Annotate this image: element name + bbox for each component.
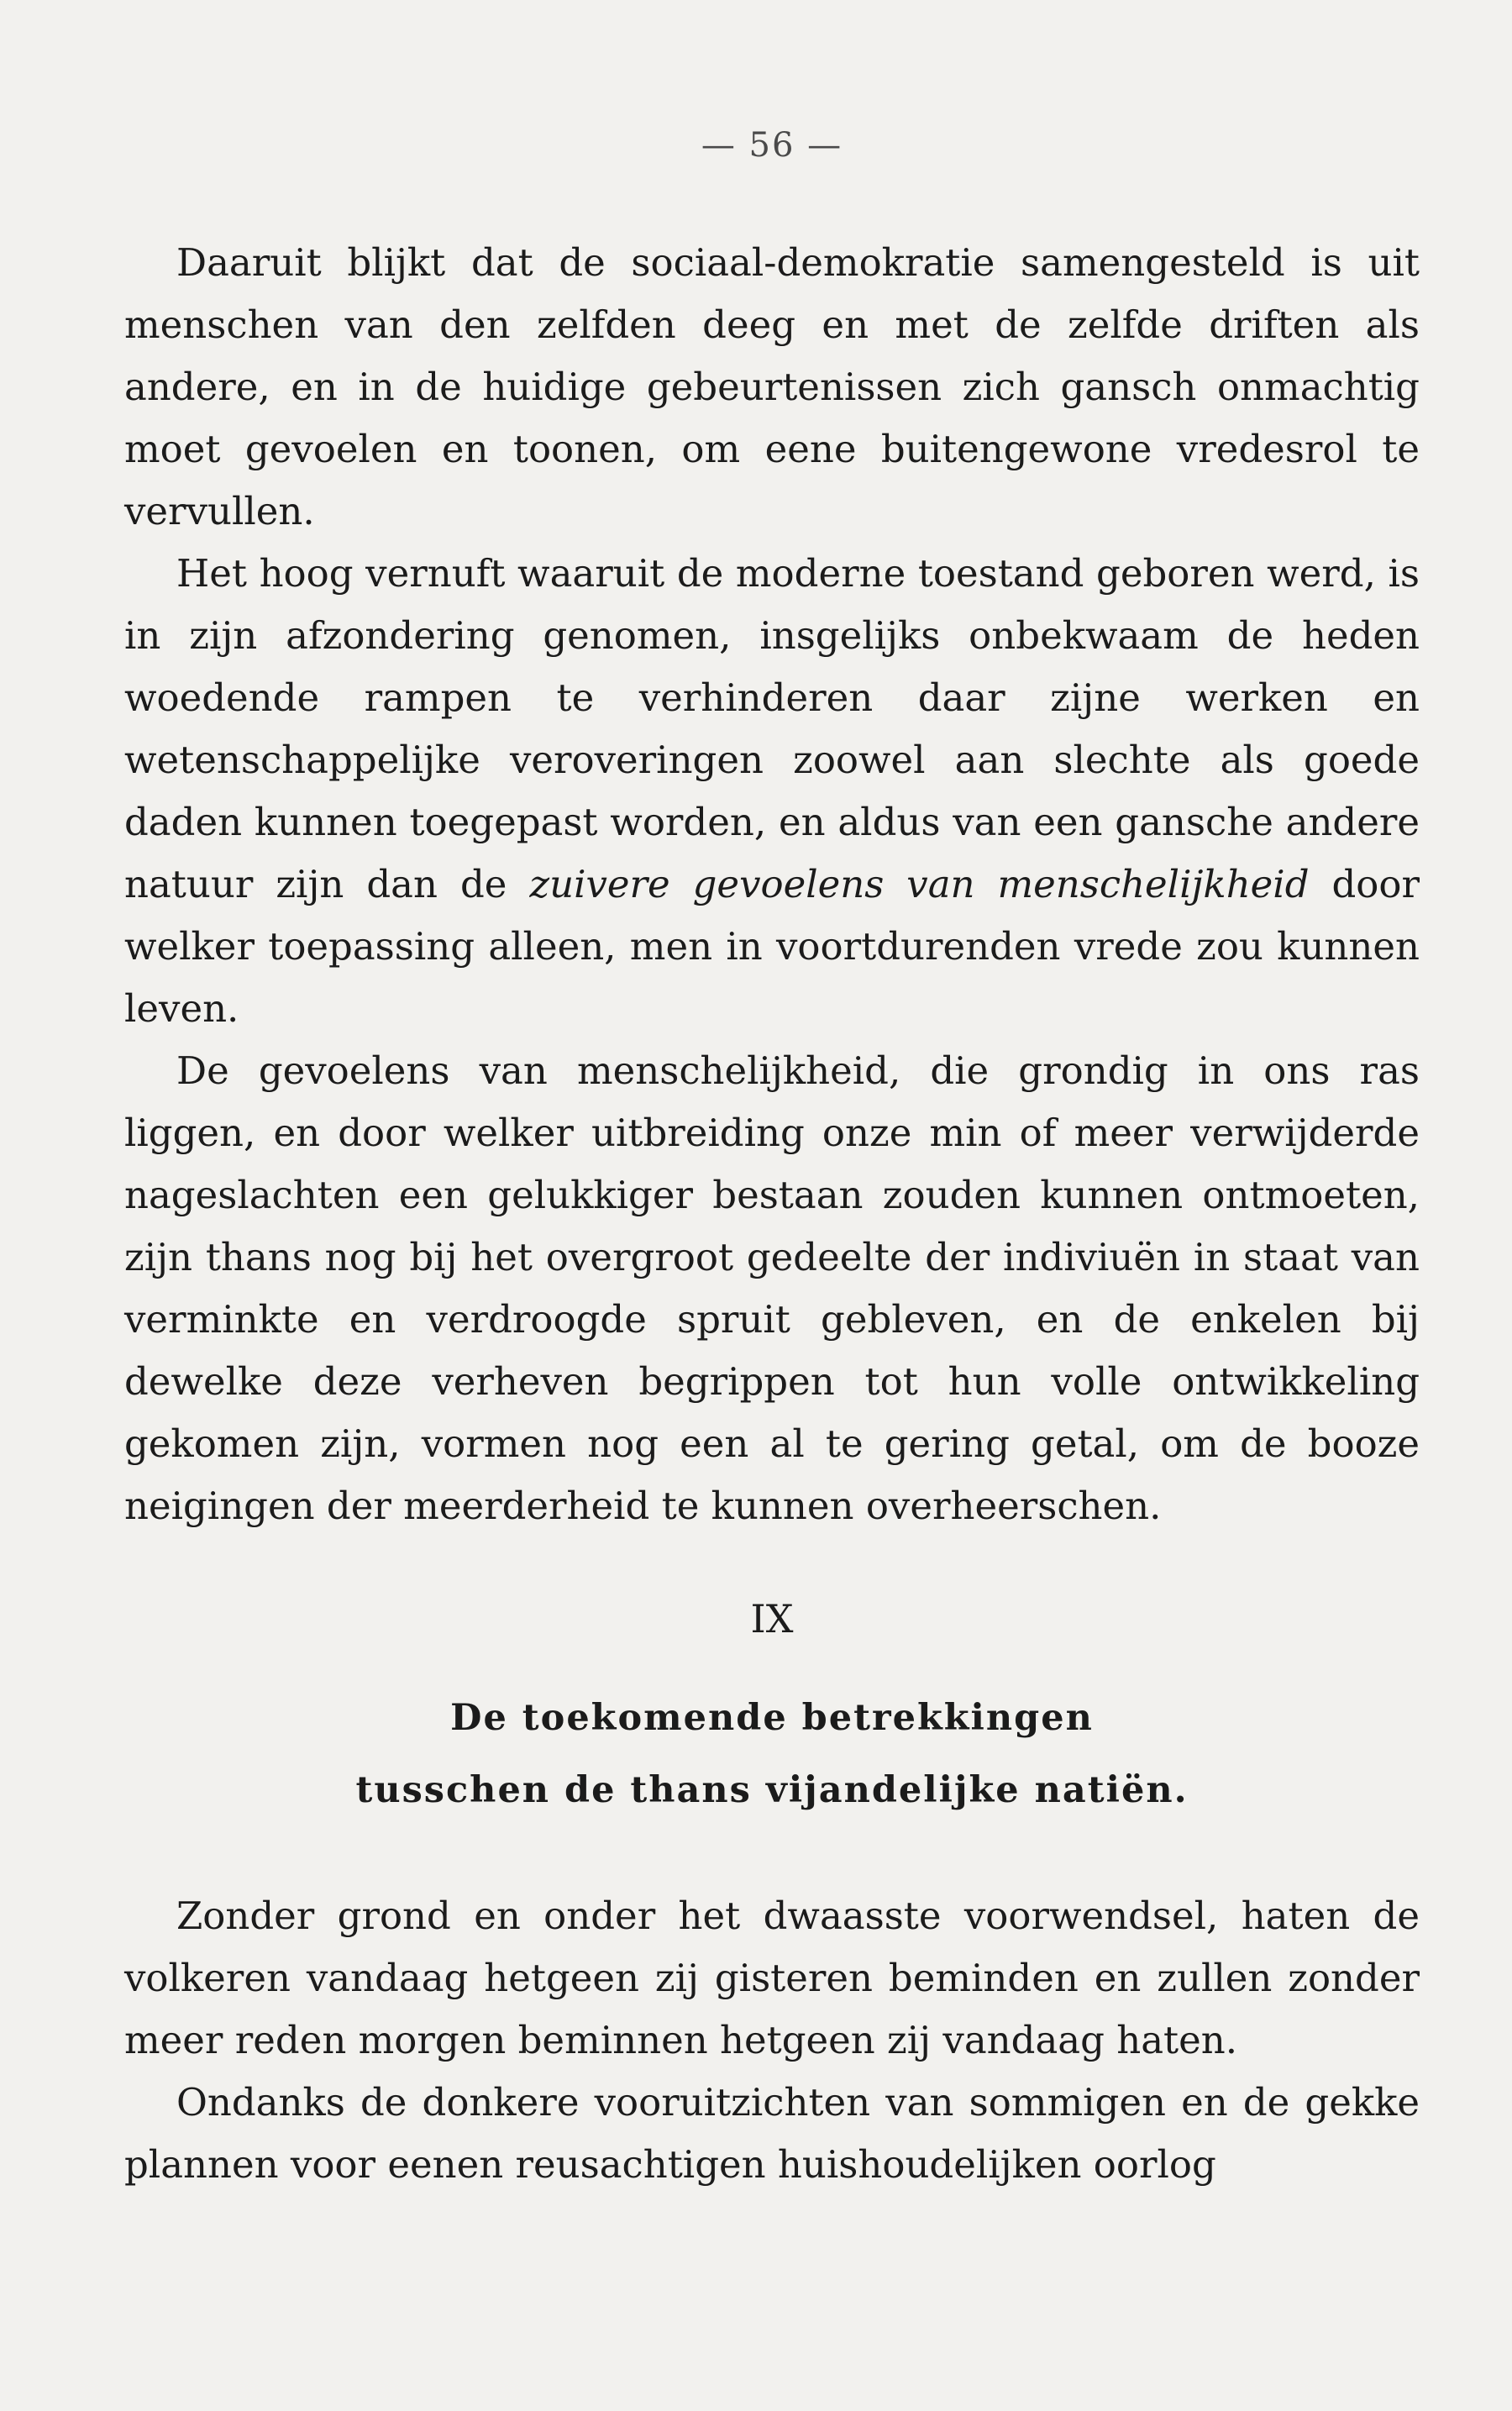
chapter-title: [124, 1682, 1420, 1826]
chapter-title-line-2: tusschen de thans vijandelijke natiën.: [355, 1769, 1189, 1811]
paragraph: [124, 232, 1420, 543]
paragraph-text: De gevoelens van menschelijkheid, die grondig in ons ras liggen, en door welker uitbreiding onze min of meer verwijderde nageslachten een gelukkiger bestaan zouden kunnen ontmoeten, zijn thans nog bij het overgroot gedeelte der indiviuën in staat van verminkte en verdroogde spruit gebleven, en de enkelen bij dewelke deze verheven begrippen tot hun volle ontwikkeling gekomen zijn, vormen nog een al te gering getal, om de booze neigingen der meerderheid te kunnen overheerschen.: [124, 1048, 1420, 1528]
body-text-after: [124, 1885, 1420, 2196]
paragraph-text: Daaruit blijkt dat de sociaal-demokratie samengesteld is uit menschen van den zelfden deeg en met de zelfde driften als andere, en in de huidige gebeurtenissen zich gansch onmachtig moet gevoelen en toonen, om eene buitengewone vredesrol te vervullen.: [124, 240, 1420, 533]
paragraph-text: Het hoog vernuft waaruit de moderne toestand geboren werd, is in zijn afzondering genomen, insgelijks onbekwaam de heden woedende rampen te verhinderen daar zijne werken en wetenschappelijke veroveringen zoowel aan slechte als goede daden kunnen toegepast worden, en aldus van een gansche andere natuur zijn dan de: [124, 551, 1420, 906]
paragraph-text: Ondanks de donkere vooruitzichten van sommigen en de gekke plannen voor eenen reusachtigen huishoudelijken oorlog: [124, 2080, 1420, 2187]
paragraph: [124, 1885, 1420, 2072]
paragraph-text: Zonder grond en onder het dwaasste voorwendsel, haten de volkeren vandaag hetgeen zij gisteren beminden en zullen zonder meer reden morgen beminnen hetgeen zij vandaag haten.: [124, 1894, 1420, 2062]
body-text-before: [124, 232, 1420, 1537]
italic-text: zuivere gevoelens van menschelijkheid: [529, 862, 1310, 906]
paragraph: [124, 543, 1420, 1040]
paragraph-text: door welker toepassing alleen, men in voortdurenden vrede zou kunnen leven.: [124, 862, 1420, 1031]
page-number: — 56 —: [701, 126, 843, 165]
paragraph: [124, 1040, 1420, 1537]
paragraph: [124, 2072, 1420, 2196]
chapter-title-line-1: De toekomende betrekkingen: [450, 1697, 1094, 1739]
chapter-numeral: IX: [750, 1596, 794, 1641]
